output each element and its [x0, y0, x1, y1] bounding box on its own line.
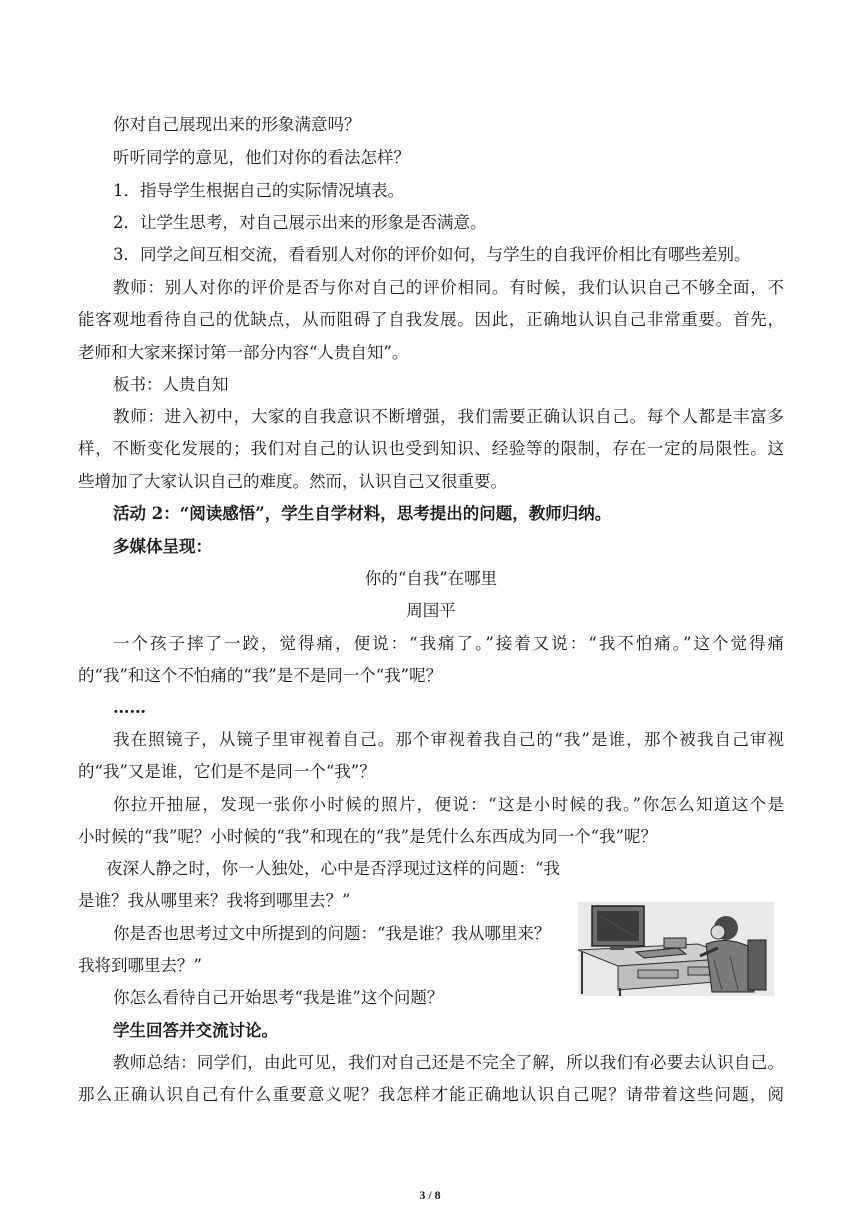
multimedia-label: 多媒体呈现： — [113, 537, 212, 556]
paragraph-line: 教师总结：同学们，由此可见，我们对自己还是不完全了解，所以我们有必要去认识自己。 — [113, 1053, 784, 1072]
paragraph-line: 小时候的“我”呢？小时候的“我”和现在的“我”是凭什么东西成为同一个“我”呢？ — [78, 827, 657, 846]
paragraph-line: 那么正确认识自己有什么重要意义呢？我怎样才能正确地认识自己呢？请带着这些问题，阅 — [78, 1085, 784, 1104]
paragraph-line: 样，不断变化发展的；我们对自己的认识也受到知识、经验等的限制，存在一定的局限性。这 — [78, 439, 784, 458]
activity-heading: 活动 2：“阅读感悟”，学生自学材料，思考提出的问题，教师归纳。 — [113, 504, 612, 523]
board-note: 板书：人贵自知 — [113, 375, 229, 394]
list-item: 3．同学之间互相交流，看看别人对你的评价如何，与学生的自我评价相比有哪些差别。 — [113, 245, 751, 264]
paragraph-line: 你拉开抽屉，发现一张你小时候的照片，便说：“这是小时候的我。”你怎么知道这个是 — [113, 795, 784, 814]
list-item: 2．让学生思考，对自己展示出来的形象是否满意。 — [113, 213, 487, 232]
page-number: 3 / 8 — [419, 1188, 441, 1202]
paragraph-line: 教师：别人对你的评价是否与你对自己的评价相同。有时候，我们认识自己不够全面，不 — [113, 278, 784, 297]
paragraph-line: 一个孩子摔了一跤，觉得痛，便说：“我痛了。”接着又说：“我不怕痛。”这个觉得痛 — [113, 634, 784, 653]
question-line: 你是否也思考过文中所提到的问题：“我是谁？我从哪里来？ — [113, 924, 551, 943]
paragraph: 听听同学的意见，他们对你的看法怎样？ — [113, 148, 410, 167]
question: 你怎么看待自己开始思考“我是谁”这个问题？ — [113, 988, 444, 1007]
paragraph-line: 教师：进入初中，大家的自我意识不断增强，我们需要正确认识自己。每个人都是丰富多 — [113, 407, 784, 426]
paragraph-line: 老师和大家来探讨第一部分内容“人贵自知”。 — [78, 343, 409, 362]
paragraph-line: 能客观地看待自己的优缺点，从而阻碍了自我发展。因此，正确地认识自己非常重要。首先， — [78, 310, 784, 329]
paragraph: 你对自己展现出来的形象满意吗？ — [113, 115, 361, 134]
paragraph-line: 的“我”又是谁，它们是不是同一个“我”？ — [78, 762, 376, 781]
paragraph-line: 些增加了大家认识自己的难度。然而，认识自己又很重要。 — [78, 472, 507, 491]
paragraph-line: 夜深人静之时，你一人独处，心中是否浮现过这样的问题：“我 — [106, 859, 560, 878]
paragraph-line: 我在照镜子，从镜子里审视着自己。那个审视着我自己的“我”是谁，那个被我自己审视 — [113, 730, 784, 749]
article-author: 周国平 — [406, 601, 456, 620]
question-line: 我将到哪里去？” — [78, 956, 202, 975]
paragraph-line: 是谁？我从哪里来？我将到哪里去？” — [78, 891, 351, 910]
student-answer-label: 学生回答并交流讨论。 — [113, 1021, 278, 1040]
ellipsis: …… — [113, 698, 146, 717]
student-desk-illustration — [578, 900, 774, 996]
list-item: 1．指导学生根据自己的实际情况填表。 — [113, 181, 404, 200]
paragraph-line: 的“我”和这个不怕痛的“我”是不是同一个“我”呢？ — [78, 666, 443, 685]
article-title: 你的“自我”在哪里 — [364, 569, 498, 588]
